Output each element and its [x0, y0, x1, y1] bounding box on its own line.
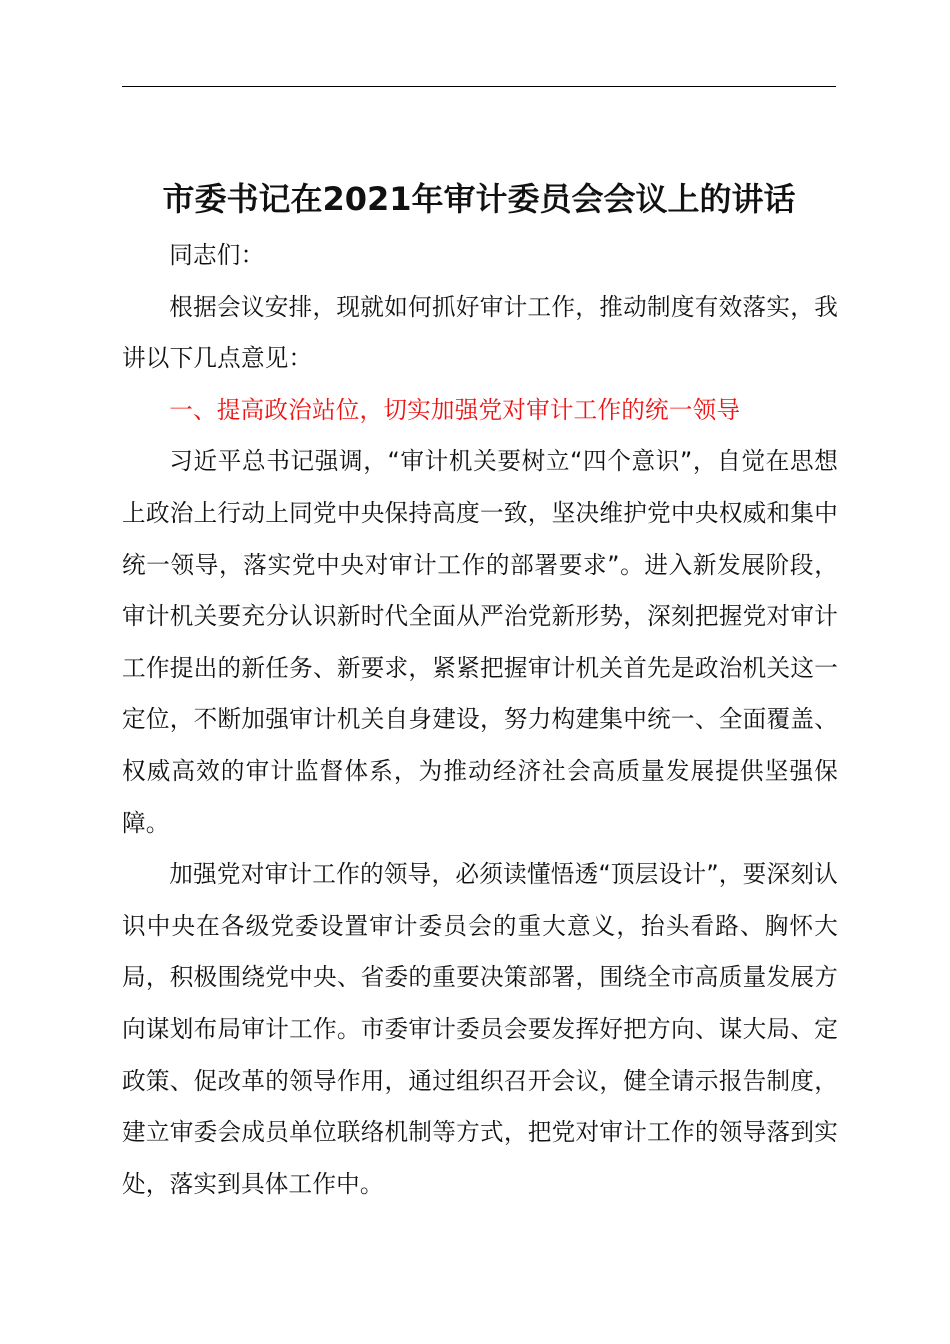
body-paragraph: 习近平总书记强调，“审计机关要树立“四个意识”，自觉在思想上政治上行动上同党中央保持高度一致，坚决维护党中央权威和集中统一领导，落实党中央对审计工作的部署要求”。进入新发展阶段，审计机关要充分认识新时代全面从严治党新形势，深刻把握党对审计工作提出的新任务、新要求，紧紧把握审计机关首先是政治机关这一定位，不断加强审计机关自身建设，努力构建集中统一、全面覆盖、权威高效的审计监督体系，为推动经济社会高质量发展提供坚强保障。: [122, 447, 838, 837]
document-title: [122, 173, 836, 225]
section-heading: 一、提高政治站位，切实加强党对审计工作的统一领导: [169, 395, 741, 424]
greeting: 同志们：: [169, 241, 265, 269]
title-suffix: 年审计委员会会议上的讲话: [411, 180, 796, 219]
intro-paragraph: 根据会议安排，现就如何抓好审计工作，推动制度有效落实，我讲以下几点意见：: [122, 292, 838, 373]
document-body: [122, 230, 838, 1210]
title-year: 2021: [322, 180, 412, 219]
header-rule: [122, 86, 836, 87]
body-paragraph: 加强党对审计工作的领导，必须读懂悟透“顶层设计”，要深刻认识中央在各级党委设置审计委员会的重大意义，抬头看路、胸怀大局，积极围绕党中央、省委的重要决策部署，围绕全市高质量发展方向谋划布局审计工作。市委审计委员会要发挥好把方向、谋大局、定政策、促改革的领导作用，通过组织召开会议，健全请示报告制度，建立审委会成员单位联络机制等方式，把党对审计工作的领导落到实处，落实到具体工作中。: [122, 860, 838, 1198]
title-prefix: 市委书记在: [162, 180, 323, 219]
